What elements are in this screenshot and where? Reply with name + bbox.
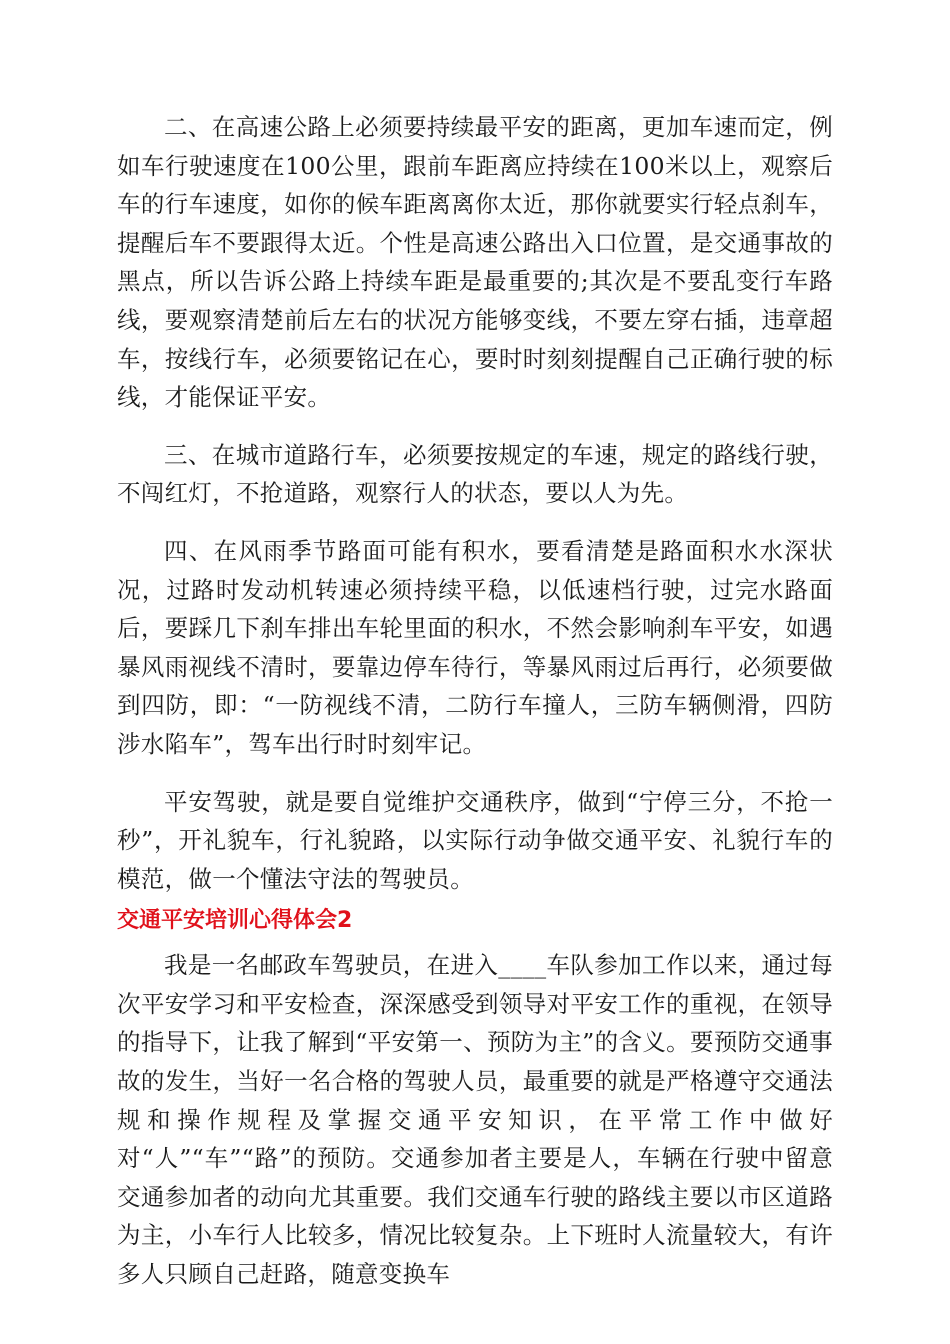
paragraph-safe-driving-conclusion: 平安驾驶，就是要自觉维护交通秩序，做到“宁停三分，不抢一秒”，开礼貌车，行礼貌路，以实际行动争做交通平安、礼貌行车的模范，做一个懂法守法的驾驶员。 — [117, 787, 833, 893]
paragraph-rainy-season: 四、在风雨季节路面可能有积水，要看清楚是路面积水水深状况，过路时发动机转速必须持续平稳，以低速档行驶，过完水路面后，要踩几下刹车排出车轮里面的积水，不然会影响刹车平安，如遇暴风雨视线不清时，要靠边停车待行，等暴风雨过后再行，必须要做到四防，即：“一防视线不清，二防行车撞人，三防车辆侧滑，四防涉水陷车”，驾车出行时时刻牢记。 — [117, 536, 833, 758]
section-heading: 交通平安培训心得体会2 — [117, 908, 353, 934]
paragraph-postal-driver: 我是一名邮政车驾驶员，在进入____车队参加工作以来，通过每次平安学习和平安检查，深深感受到领导对平安工作的重视，在领导的指导下，让我了解到“平安第一、预防为主”的含义。要预防交通事故的发生，当好一名合格的驾驶人员，最重要的就是严格遵守交通法规和操作规程及掌握交通平安知识，在平常工作中做好对“人”“车”“路”的预防。交通参加者主要是人，车辆在行驶中留意交通参加者的动向尤其重要。我们交通车行驶的路线主要以市区道路为主，小车行人比较多，情况比较复杂。上下班时人流量较大，有许多人只顾自己赶路，随意变换车 — [117, 951, 833, 1289]
paragraph-gap — [117, 417, 833, 436]
paragraph-gap — [117, 764, 833, 783]
paragraph-highway-distance: 二、在高速公路上必须要持续最平安的距离，更加车速而定，例如车行驶速度在100公里，跟前车距离应持续在100米以上，观察后车的行车速度，如你的候车距离离你太近，那你就要实行轻点刹车，提醒后车不要跟得太近。个性是高速公路出入口位置，是交通事故的黑点，所以告诉公路上持续车距是最重要的;其次是不要乱变行车路线，要观察清楚前后左右的状况方能够变线，不要左穿右插，违章超车，按线行车，必须要铭记在心，要时时刻刻提醒自己正确行驶的标线，才能保证平安。 — [117, 113, 833, 412]
paragraph-gap — [117, 513, 833, 532]
document-page — [117, 108, 833, 1294]
paragraph-city-roads: 三、在城市道路行车，必须要按规定的车速，规定的路线行驶，不闯红灯，不抢道路，观察行人的状态，要以人为先。 — [117, 440, 833, 508]
